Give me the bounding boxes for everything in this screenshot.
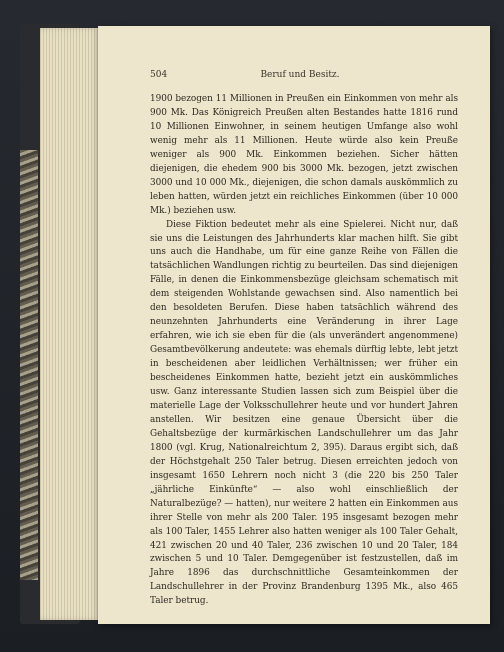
marbled-spine (20, 150, 38, 580)
page-header (150, 70, 450, 84)
paragraph-2: Diese Fiktion bedeutet mehr als eine Spielerei. Nicht nur, daß sie uns die Leistungen des Jahrhunderts klar machen hilft. Sie gibt uns auch die Handhabe, um für eine ganze Reihe von Fällen die tatsächlichen Wandlungen richtig zu beurteilen. Das sind diejenigen Fälle, in denen die Einkommensbezüge gleichsam schematisch mit dem steigenden Wohlstande gewachsen sind. Also namentlich bei den besoldeten Berufen. Diese haben tatsächlich während des neunzehnten Jahrhunderts eine Veränderung in ihrer Lage erfahren, wie ich sie eben für die (als unverändert angenommene) Gesamtbevölkerung andeutete: was ehemals dürftig lebte, lebt jetzt in bescheidenen aber leidlichen Verhältnissen; wer früher ein bescheidenes Einkommen hatte, bezieht jetzt ein auskömmliches usw. Ganz interessante Studien lassen sich zum Beispiel über die materielle Lage der Volksschullehrer heute und vor hundert Jahren anstellen. Wir besitzen eine genaue Übersicht über die Gehaltsbezüge der kurmärkischen Landschullehrer um das Jahr 1800 (vgl. Krug, Nationalreichtum 2, 395). Daraus ergibt sich, daß der Höchstgehalt 250 Taler betrug. Diesen erreichten jedoch von insgesamt 1650 Lehrern noch nicht 3 (die 220 bis 250 Taler „jährliche Einkünfte“ — also wohl einschließlich der Naturalbezüge? — hatten), nur weitere 2 hatten ein Einkommen aus ihrer Stelle von mehr als 200 Taler. 195 insgesamt bezogen mehr als 100 Taler, 1455 Lehrer also hatten weniger als 100 Taler Gehalt, 421 zwischen 20 und 40 Taler, 236 zwischen 10 und 20 Taler, 184 zwischen 5 und 10 Taler. Demgegenüber ist festzustellen, daß im Jahre 1896 das durchschnittliche Gesamteinkommen der Landschullehrer in der Provinz Brandenburg 1395 Mk., also 465 Taler betrug. (150, 219, 458, 607)
paragraph-1: 1900 bezogen 11 Millionen in Preußen ein Einkommen von mehr als 900 Mk. Das Königreich Preußen alten Bestandes hatte 1816 rund 10 Millionen Einwohner, in seinem heutigen Umfange also wohl wenig mehr als 11 Millionen. Heute würde also kein Preuße weniger als 900 Mk. Einkommen beziehen. Sicher hätten diejenigen, die ehedem 900 bis 3000 Mk. bezogen, jetzt zwischen 3000 und 10 000 Mk., diejenigen, die schon damals auskömmlich zu leben hatten, würden jetzt ein reichliches Einkommen (über 10 000 Mk.) beziehen usw. (150, 94, 458, 216)
page-edges (40, 28, 100, 620)
body-text (150, 93, 458, 609)
running-title: Beruf und Besitz. (260, 70, 340, 80)
page-number: 504 (150, 70, 168, 80)
book-page (98, 26, 490, 624)
